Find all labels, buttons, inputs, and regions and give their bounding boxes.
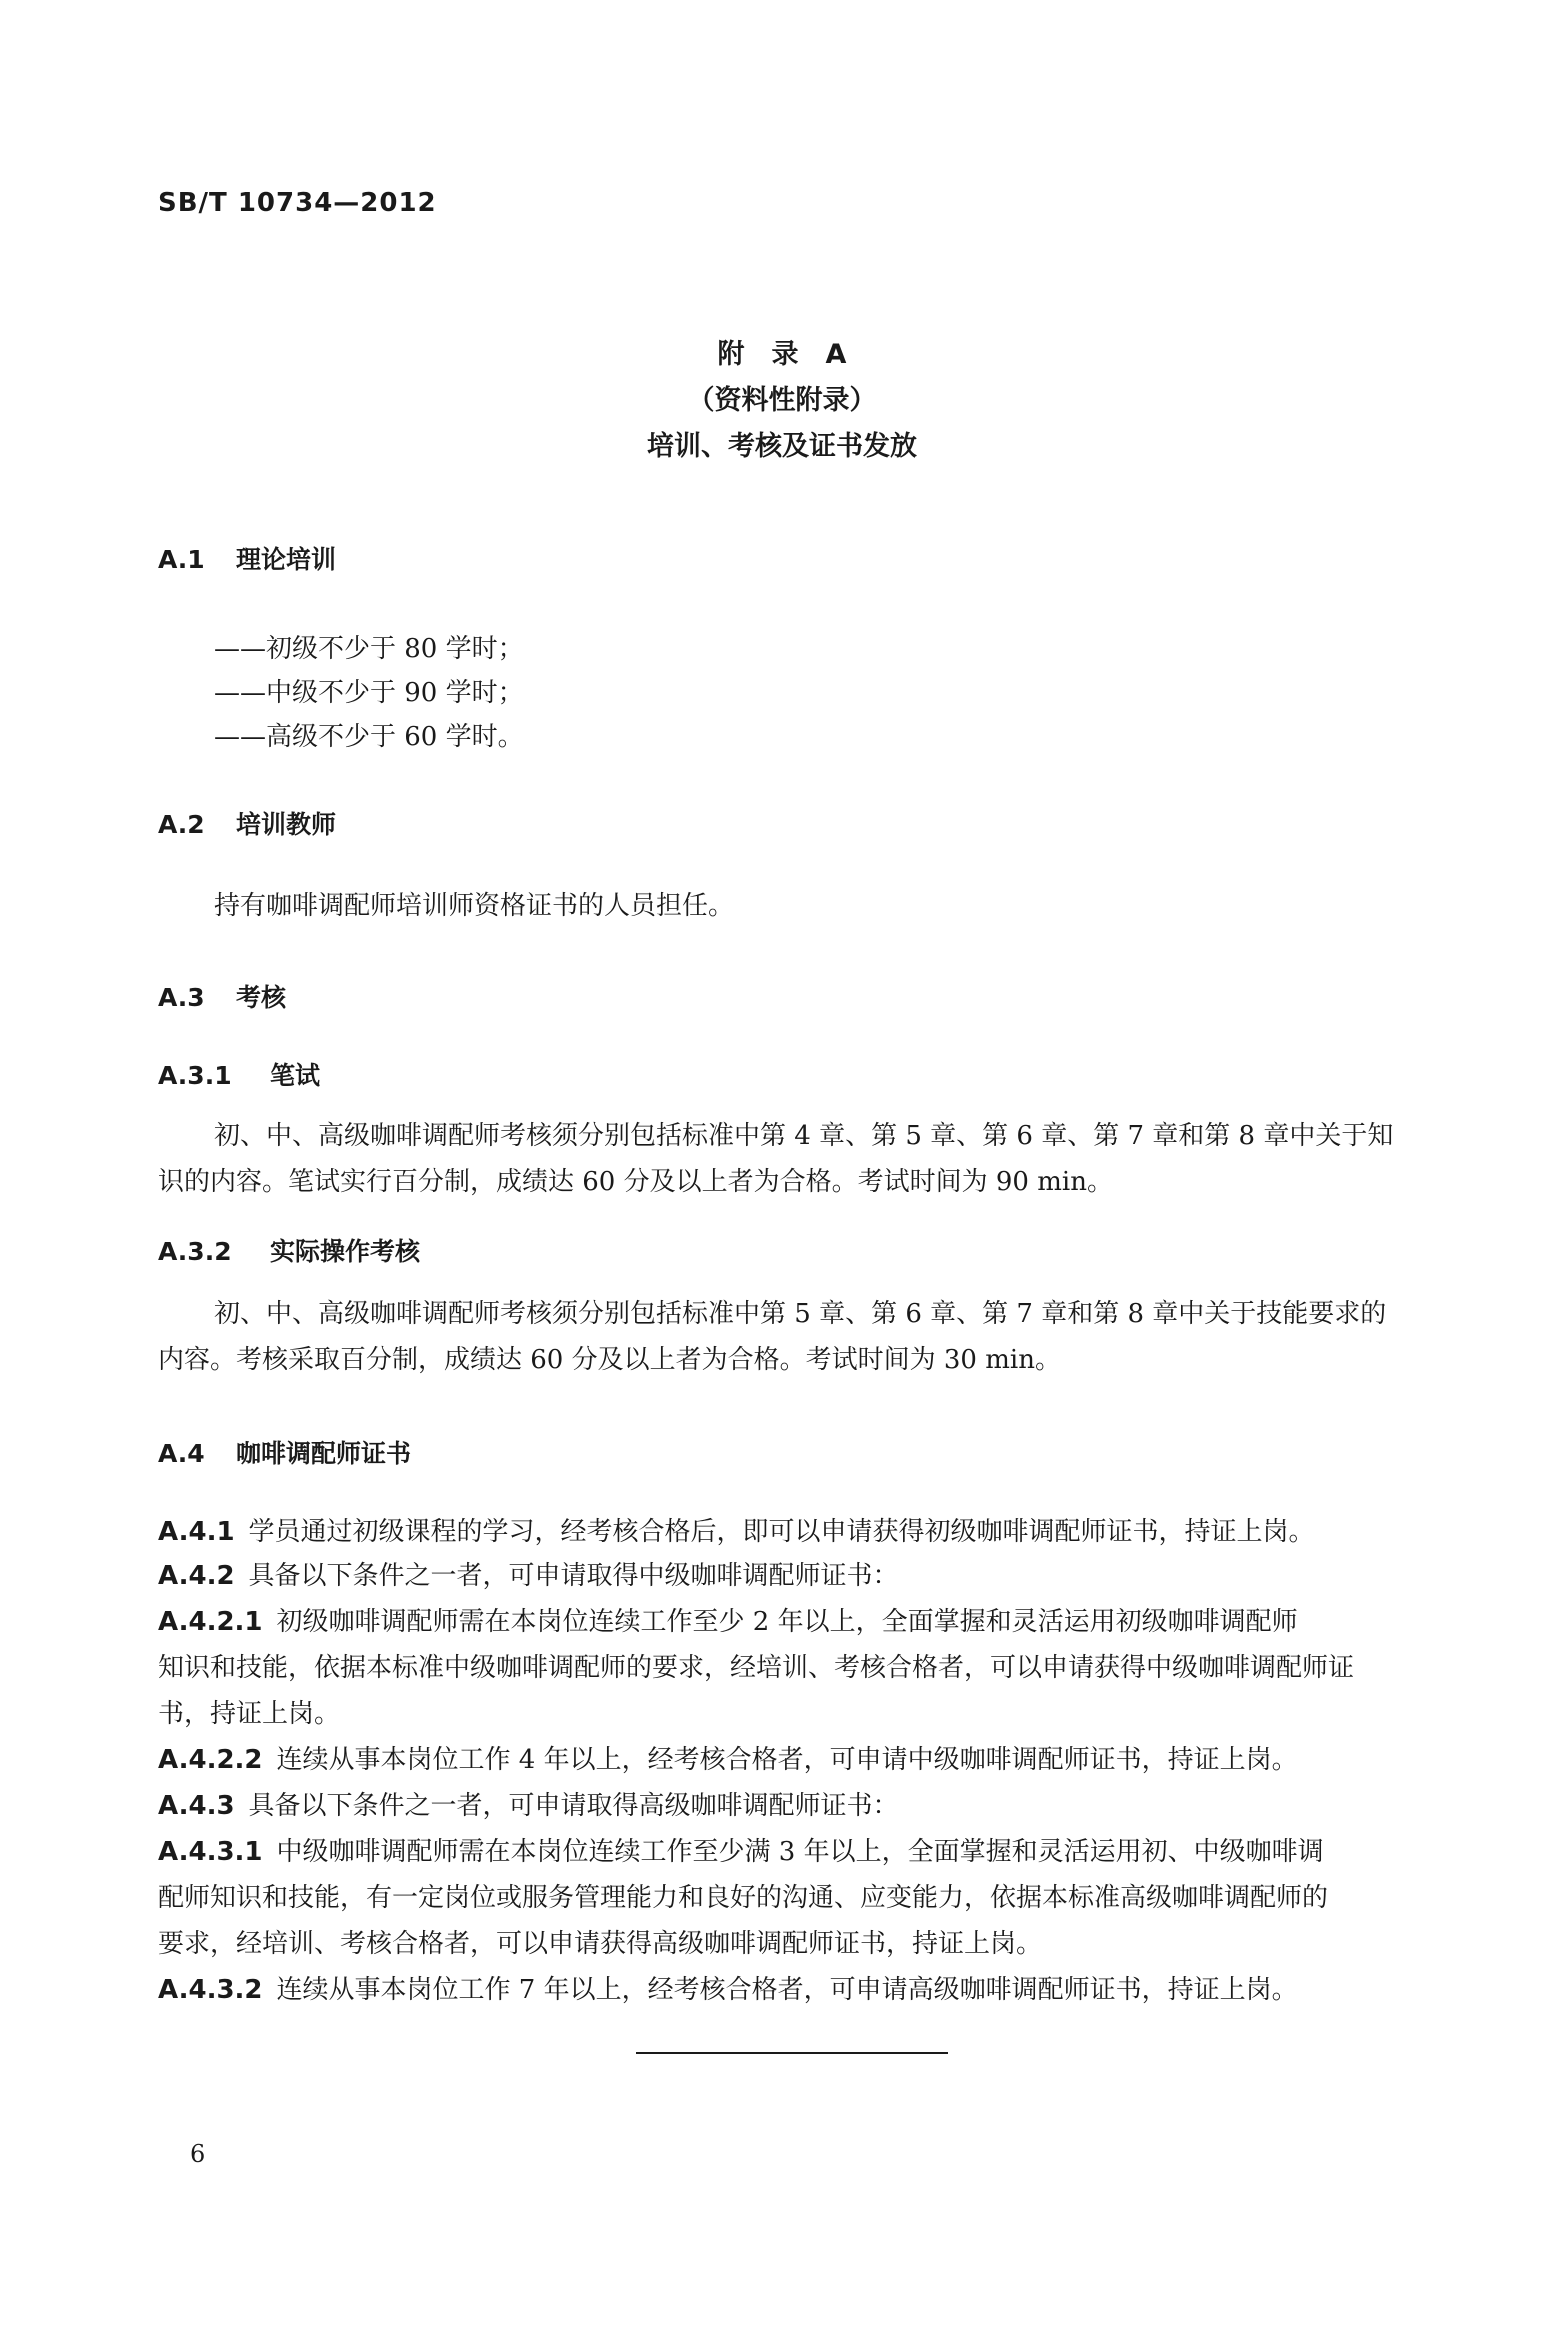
clause-a43 [158,1784,899,1828]
clause-number: A.4.2.2 [158,1745,263,1775]
clause-text: 学员通过初级课程的学习，经考核合格后，即可以申请获得初级咖啡调配师证书，持证上岗。 [248,1517,1315,1547]
clause-number: A.4.2.1 [158,1607,263,1637]
clause-a42 [158,1554,899,1598]
paragraph-line: 内容。考核采取百分制，成绩达 60 分及以上者为合格。考试时间为 30 min。 [158,1345,1061,1375]
section-title: 考核 [236,983,287,1012]
section-number: A.3.2 [158,1237,232,1266]
section-number: A.3.1 [158,1061,232,1090]
clause-number: A.4.2 [158,1561,235,1591]
section-number: A.2 [158,810,205,839]
paragraph-line: 配师知识和技能，有一定岗位或服务管理能力和良好的沟通、应变能力，依据本标准高级咖啡调配师的 [158,1883,1329,1913]
paragraph-line: 知识和技能，依据本标准中级咖啡调配师的要求，经培训、考核合格者，可以申请获得中级咖啡调配师证 [158,1653,1355,1683]
section-title: 培训教师 [236,810,337,839]
paragraph-line: 初、中、高级咖啡调配师考核须分别包括标准中第 5 章、第 6 章、第 7 章和第 8 章中关于技能要求的 [214,1299,1387,1329]
appendix-title-line2: （资料性附录） [687,385,877,416]
clause-a422 [158,1738,1298,1782]
clause-number: A.4.3.2 [158,1975,263,2005]
appendix-title-line1: 附 录 A [717,339,847,370]
section-title: 咖啡调配师证书 [236,1439,412,1468]
clause-a41 [158,1510,1315,1554]
list-item: ——中级不少于 90 学时； [214,678,524,708]
clause-text: 具备以下条件之一者，可申请取得高级咖啡调配师证书： [248,1791,899,1821]
section-number: A.3 [158,983,205,1012]
clause-text: 连续从事本岗位工作 7 年以上，经考核合格者，可申请高级咖啡调配师证书，持证上岗。 [276,1975,1298,2005]
section-title: 理论培训 [236,545,337,574]
paragraph-line: 书，持证上岗。 [158,1699,341,1729]
clause-a432 [158,1968,1298,2012]
clause-number: A.4.3.1 [158,1837,263,1867]
clause-text: 连续从事本岗位工作 4 年以上，经考核合格者，可申请中级咖啡调配师证书，持证上岗。 [276,1745,1298,1775]
clause-text: 初级咖啡调配师需在本岗位连续工作至少 2 年以上，全面掌握和灵活运用初级咖啡调配师 [276,1607,1298,1637]
clause-number: A.4.1 [158,1517,235,1547]
section-title: 实际操作考核 [270,1237,421,1266]
page-number: 6 [190,2140,206,2168]
paragraph-line: 初、中、高级咖啡调配师考核须分别包括标准中第 4 章、第 5 章、第 6 章、第 7 章和第 8 章中关于知 [214,1121,1394,1151]
subsection-heading-a32 [158,1232,420,1268]
paragraph-line: 识的内容。笔试实行百分制，成绩达 60 分及以上者为合格。考试时间为 90 min。 [158,1167,1113,1197]
section-number: A.4 [158,1439,205,1468]
section-heading-a1 [158,540,336,576]
clause-a431 [158,1830,1324,1874]
section-number: A.1 [158,545,205,574]
list-item: ——高级不少于 60 学时。 [214,722,524,752]
section-title: 笔试 [270,1061,321,1090]
subsection-heading-a31 [158,1056,320,1092]
list-item: ——初级不少于 80 学时； [214,634,524,664]
section-heading-a2 [158,805,336,841]
clause-text: 具备以下条件之一者，可申请取得中级咖啡调配师证书： [248,1561,899,1591]
clause-a421 [158,1600,1298,1644]
clause-text: 中级咖啡调配师需在本岗位连续工作至少满 3 年以上，全面掌握和灵活运用初、中级咖啡调 [276,1837,1324,1867]
clause-number: A.4.3 [158,1791,235,1821]
document-code: SB/T 10734—2012 [158,188,437,218]
end-rule [636,2052,948,2054]
paragraph: 持有咖啡调配师培训师资格证书的人员担任。 [214,891,735,921]
appendix-title-line3: 培训、考核及证书发放 [647,431,917,462]
section-heading-a3 [158,978,286,1014]
section-heading-a4 [158,1434,411,1470]
paragraph-line: 要求，经培训、考核合格者，可以申请获得高级咖啡调配师证书，持证上岗。 [158,1929,1043,1959]
